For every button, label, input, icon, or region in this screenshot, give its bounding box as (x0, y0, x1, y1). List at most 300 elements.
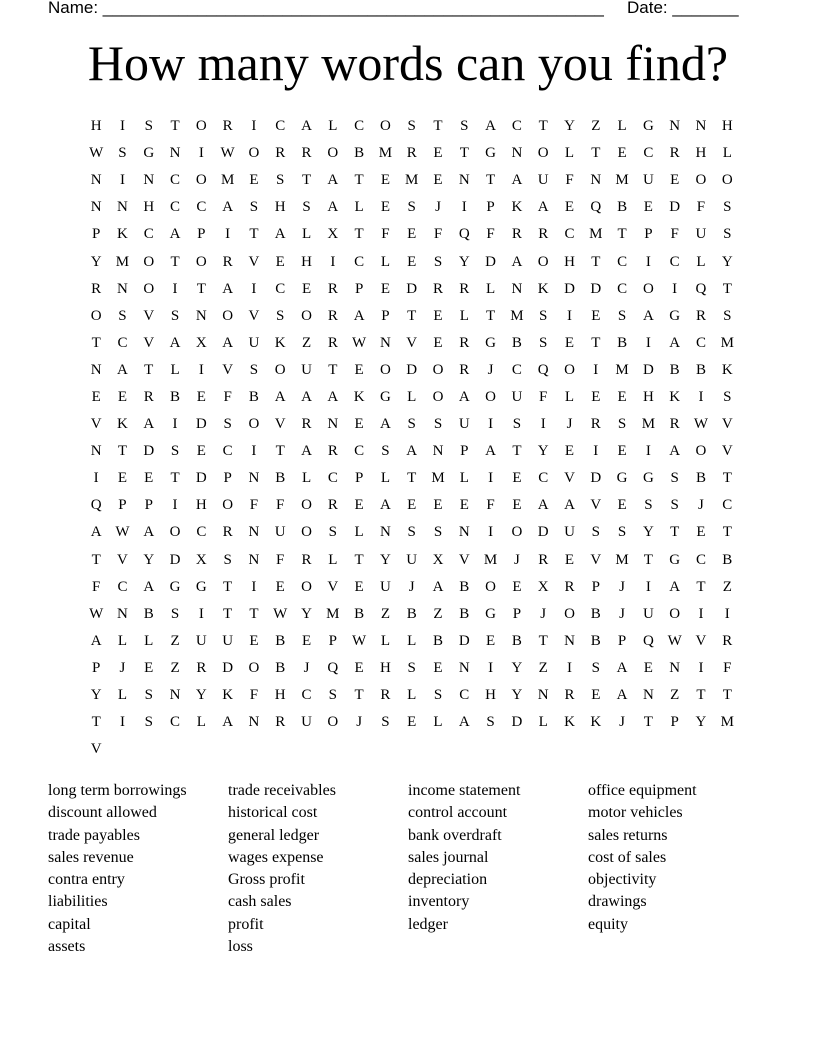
grid-letter: S (670, 470, 679, 487)
grid-letter: A (274, 226, 286, 243)
grid-letter: G (642, 470, 654, 487)
grid-letter: D (195, 470, 207, 487)
grid-letter: U (458, 416, 470, 433)
word-item: sales returns (588, 826, 668, 844)
grid-letter: E (617, 443, 627, 460)
grid-letter: R (301, 416, 312, 433)
grid-letter: V (721, 443, 733, 460)
grid-letter: N (379, 524, 391, 541)
grid-letter: S (118, 145, 127, 162)
grid-letter: L (564, 145, 575, 162)
grid-letter: O (169, 524, 181, 541)
grid-letter: E (433, 659, 443, 676)
grid-letter: I (172, 280, 178, 297)
grid-letter: B (354, 145, 365, 162)
grid-letter: B (695, 361, 706, 378)
grid-letter: H (301, 253, 312, 270)
grid-letter: S (670, 497, 679, 514)
grid-letter: L (117, 687, 128, 704)
grid-letter: I (198, 361, 204, 378)
grid-letter: B (275, 632, 286, 649)
grid-letter: W (220, 145, 235, 162)
grid-letter: E (564, 443, 575, 460)
grid-letter: G (143, 145, 155, 162)
grid-letter: E (117, 388, 128, 405)
word-item: loss (228, 938, 253, 956)
grid-letter: O (90, 307, 102, 324)
grid-letter: E (275, 578, 285, 595)
grid-letter: E (564, 551, 575, 568)
grid-letter: M (431, 470, 445, 487)
grid-letter: Y (301, 605, 312, 622)
grid-letter: E (354, 659, 364, 676)
word-item: sales revenue (48, 848, 134, 866)
grid-letter: C (538, 470, 549, 487)
grid-letter: I (566, 307, 572, 324)
grid-letter: O (248, 659, 260, 676)
grid-letter: R (511, 226, 522, 243)
grid-letter: N (458, 172, 470, 189)
grid-letter: S (276, 172, 285, 189)
grid-letter: Q (590, 199, 602, 216)
grid-letter: E (380, 172, 390, 189)
grid-letter: E (407, 714, 417, 731)
grid-letter: S (144, 714, 153, 731)
grid-letter: H (274, 199, 286, 216)
grid-letter: N (537, 687, 549, 704)
grid-letter: E (486, 632, 496, 649)
grid-letter: R (406, 145, 417, 162)
grid-letter: T (643, 551, 653, 568)
grid-letter: O (432, 361, 444, 378)
grid-letter: N (432, 443, 444, 460)
grid-letter: F (276, 497, 285, 514)
grid-letter: D (564, 280, 575, 297)
grid-letter: A (301, 443, 312, 460)
grid-letter: I (724, 605, 730, 622)
grid-letter: S (328, 687, 337, 704)
grid-letter: V (327, 578, 339, 595)
grid-letter: Y (195, 687, 207, 704)
grid-letter: E (643, 199, 653, 216)
grid-letter: E (433, 307, 443, 324)
word-bank (48, 780, 768, 958)
grid-letter: E (433, 145, 443, 162)
grid-letter: A (222, 334, 234, 351)
word-item: office equipment (588, 782, 697, 799)
grid-letter: B (511, 632, 522, 649)
grid-letter: A (669, 334, 681, 351)
word-item: motor vehicles (588, 804, 683, 822)
word-item: profit (228, 915, 264, 933)
grid-letter: R (275, 145, 286, 162)
grid-letter: S (433, 687, 443, 704)
grid-letter: H (485, 687, 497, 704)
grid-letter: S (591, 524, 600, 541)
grid-letter: T (354, 226, 364, 243)
grid-letter: J (540, 605, 547, 622)
grid-letter: S (170, 443, 180, 460)
grid-letter: C (222, 443, 233, 460)
grid-letter: I (645, 578, 651, 595)
grid-letter: C (643, 145, 654, 162)
grid-letter: R (538, 551, 549, 568)
word-item: Gross profit (228, 871, 305, 889)
grid-letter: U (274, 524, 286, 541)
grid-letter: H (695, 145, 707, 162)
grid-letter: J (119, 659, 126, 676)
grid-letter: R (459, 361, 470, 378)
grid-letter: D (458, 632, 470, 649)
grid-letter: B (459, 578, 470, 595)
grid-letter: C (511, 118, 522, 135)
grid-letter: A (669, 578, 681, 595)
word-item: discount allowed (48, 804, 157, 822)
grid-letter: L (407, 687, 417, 704)
grid-letter: S (617, 524, 627, 541)
grid-letter: A (143, 416, 155, 433)
grid-letter: J (408, 578, 415, 595)
grid-letter: W (89, 605, 104, 622)
word-item: drawings (588, 893, 647, 911)
word-item: income statement (408, 782, 521, 799)
grid-letter: Q (458, 226, 470, 243)
grid-letter: K (721, 361, 733, 378)
grid-letter: T (722, 524, 732, 541)
grid-letter: O (327, 145, 339, 162)
grid-letter: J (619, 714, 625, 731)
grid-letter: I (172, 416, 178, 433)
grid-letter: T (486, 307, 496, 324)
grid-letter: T (722, 470, 732, 487)
grid-letter: E (301, 280, 312, 297)
grid-letter: R (538, 226, 549, 243)
grid-letter: O (695, 443, 707, 460)
grid-letter: E (117, 470, 128, 487)
grid-letter: J (356, 714, 363, 731)
grid-letter: Q (642, 632, 654, 649)
grid-letter: M (115, 253, 130, 270)
grid-letter: H (642, 388, 654, 405)
grid-letter: S (407, 199, 416, 216)
grid-letter: C (722, 497, 733, 514)
grid-letter: Z (538, 659, 548, 676)
grid-letter: R (327, 334, 338, 351)
grid-letter: E (354, 497, 364, 514)
grid-letter: S (223, 551, 232, 568)
grid-letter: E (380, 280, 390, 297)
grid-letter: L (354, 524, 364, 541)
grid-letter: K (117, 416, 128, 433)
grid-letter: Y (379, 551, 391, 568)
grid-letter: M (615, 361, 629, 378)
grid-letter: T (117, 443, 128, 460)
grid-letter: T (696, 687, 706, 704)
grid-letter: A (327, 199, 339, 216)
grid-letter: W (667, 632, 682, 649)
grid-letter: Z (670, 687, 680, 704)
grid-letter: G (195, 578, 207, 595)
grid-letter: V (90, 416, 102, 433)
grid-letter: P (144, 497, 153, 514)
grid-letter: Y (458, 253, 470, 270)
grid-letter: V (248, 253, 260, 270)
grid-letter: T (91, 334, 101, 351)
grid-letter: P (118, 497, 127, 514)
word-search-grid (83, 113, 741, 763)
grid-letter: V (695, 632, 707, 649)
grid-letter: N (695, 118, 707, 135)
word-item: cash sales (228, 893, 292, 911)
grid-letter: E (249, 172, 259, 189)
grid-letter: E (512, 578, 522, 595)
word-column (228, 780, 408, 958)
grid-letter: V (274, 416, 286, 433)
grid-letter: T (486, 172, 496, 189)
grid-letter: E (643, 659, 653, 676)
grid-letter: B (695, 470, 706, 487)
grid-letter: T (223, 578, 233, 595)
grid-letter: T (354, 687, 364, 704)
grid-letter: C (695, 551, 706, 568)
grid-letter: B (669, 361, 680, 378)
grid-letter: I (119, 118, 125, 135)
grid-letter: B (406, 605, 417, 622)
grid-letter: N (327, 416, 339, 433)
grid-letter: P (354, 280, 364, 297)
grid-letter: E (512, 470, 522, 487)
word-item: assets (48, 938, 86, 956)
word-item: capital (48, 915, 91, 933)
grid-letter: J (487, 361, 494, 378)
grid-letter: R (196, 659, 207, 676)
grid-letter: N (248, 551, 260, 568)
grid-letter: A (90, 524, 102, 541)
grid-letter: T (91, 551, 101, 568)
grid-letter: C (170, 714, 181, 731)
word-item: inventory (408, 893, 470, 911)
grid-letter: B (590, 605, 601, 622)
grid-letter: T (591, 253, 601, 270)
grid-letter: A (616, 687, 628, 704)
grid-letter: M (326, 605, 340, 622)
grid-letter: Y (143, 551, 155, 568)
grid-letter: O (564, 361, 575, 378)
grid-letter: A (90, 632, 102, 649)
grid-letter: G (485, 605, 497, 622)
grid-letter: G (485, 334, 497, 351)
grid-letter: B (722, 551, 733, 568)
grid-letter: W (273, 605, 288, 622)
grid-letter: Y (90, 687, 102, 704)
grid-letter: T (538, 632, 548, 649)
grid-letter: E (617, 145, 627, 162)
grid-letter: I (645, 334, 651, 351)
grid-letter: G (669, 307, 681, 324)
grid-letter: S (433, 416, 443, 433)
grid-letter: I (119, 172, 125, 189)
grid-letter: C (117, 334, 128, 351)
grid-letter: N (511, 145, 523, 162)
grid-letter: F (539, 388, 548, 405)
grid-letter: L (380, 470, 390, 487)
grid-letter: C (564, 226, 575, 243)
grid-letter: C (511, 361, 522, 378)
word-item: control account (408, 804, 508, 822)
grid-letter: G (642, 118, 654, 135)
grid-letter: O (222, 307, 234, 324)
grid-letter: V (143, 307, 155, 324)
grid-letter: I (566, 659, 572, 676)
grid-letter: J (566, 416, 573, 433)
grid-letter: J (435, 199, 441, 216)
grid-letter: I (698, 659, 704, 676)
grid-letter: N (458, 659, 470, 676)
grid-letter: L (170, 361, 180, 378)
grid-letter: O (301, 524, 312, 541)
grid-letter: E (433, 334, 443, 351)
grid-letter: O (564, 605, 575, 622)
grid-letter: L (433, 714, 443, 731)
grid-letter: T (643, 714, 653, 731)
grid-letter: A (327, 172, 339, 189)
grid-letter: N (143, 172, 155, 189)
grid-letter: F (486, 226, 495, 243)
grid-letter: A (511, 172, 523, 189)
grid-letter: O (537, 145, 549, 162)
grid-letter: O (485, 388, 497, 405)
grid-letter: B (275, 470, 286, 487)
grid-letter: T (722, 280, 732, 297)
grid-letter: J (698, 497, 704, 514)
grid-letter: R (722, 632, 733, 649)
grid-letter: N (511, 280, 523, 297)
grid-letter: X (537, 578, 549, 595)
grid-letter: J (513, 551, 520, 568)
grid-letter: E (459, 497, 469, 514)
grid-letter: S (170, 307, 180, 324)
grid-letter: B (433, 632, 444, 649)
grid-letter: E (407, 253, 417, 270)
grid-letter: L (354, 199, 364, 216)
grid-letter: U (301, 361, 312, 378)
grid-letter: Z (380, 605, 390, 622)
word-item: sales journal (408, 848, 489, 866)
grid-letter: C (327, 470, 338, 487)
grid-letter: N (642, 687, 654, 704)
grid-letter: E (144, 659, 154, 676)
grid-letter: S (539, 307, 548, 324)
grid-letter: U (195, 632, 207, 649)
grid-letter: O (327, 714, 339, 731)
grid-letter: T (249, 605, 259, 622)
grid-letter: V (222, 361, 234, 378)
grid-letter: T (354, 551, 364, 568)
grid-letter: C (275, 280, 286, 297)
grid-letter: T (144, 361, 154, 378)
grid-letter: N (248, 714, 260, 731)
grid-letter: S (512, 416, 522, 433)
grid-letter: I (461, 199, 467, 216)
grid-letter: A (222, 199, 234, 216)
grid-letter: U (564, 524, 575, 541)
grid-letter: Q (695, 280, 707, 297)
grid-letter: L (380, 253, 390, 270)
grid-letter: L (144, 632, 154, 649)
grid-letter: S (328, 524, 337, 541)
grid-letter: N (195, 307, 207, 324)
grid-letter: U (642, 172, 654, 189)
grid-letter: E (591, 307, 601, 324)
grid-letter: N (669, 659, 681, 676)
word-column (588, 780, 768, 958)
grid-letter: M (483, 551, 498, 568)
date-field-line: Date: _______ (627, 0, 739, 17)
grid-letter: A (117, 361, 128, 378)
grid-letter: K (274, 334, 286, 351)
grid-letter: S (407, 659, 416, 676)
grid-letter: H (90, 118, 102, 135)
grid-letter: D (195, 416, 207, 433)
grid-letter: R (143, 388, 154, 405)
grid-letter: Y (721, 253, 733, 270)
grid-letter: B (617, 334, 628, 351)
grid-letter: M (510, 307, 524, 324)
grid-letter: Y (695, 714, 707, 731)
grid-letter: K (669, 388, 681, 405)
grid-letter: E (354, 361, 364, 378)
grid-letter: V (458, 551, 470, 568)
grid-letter: M (720, 334, 734, 351)
grid-letter: P (197, 226, 206, 243)
grid-letter: S (617, 416, 627, 433)
grid-letter: I (330, 253, 336, 270)
grid-letter: I (488, 524, 494, 541)
grid-letter: B (617, 199, 628, 216)
grid-letter: E (670, 172, 680, 189)
grid-letter: R (459, 334, 470, 351)
grid-letter: V (721, 416, 733, 433)
grid-letter: H (143, 199, 155, 216)
word-column (48, 780, 228, 958)
grid-letter: P (91, 659, 101, 676)
grid-letter: L (722, 145, 732, 162)
grid-letter: S (170, 605, 180, 622)
grid-letter: F (670, 226, 679, 243)
grid-letter: R (669, 145, 680, 162)
grid-letter: R (327, 443, 338, 460)
grid-letter: L (301, 470, 312, 487)
grid-letter: A (458, 714, 470, 731)
grid-letter: F (486, 497, 495, 514)
grid-letter: T (170, 118, 180, 135)
grid-letter: W (89, 145, 104, 162)
grid-letter: D (222, 659, 234, 676)
grid-letter: R (459, 280, 470, 297)
grid-letter: X (327, 226, 339, 243)
grid-letter: G (379, 388, 391, 405)
grid-letter: A (564, 497, 575, 514)
grid-letter: C (459, 687, 470, 704)
grid-letter: O (642, 280, 654, 297)
grid-letter: S (276, 307, 285, 324)
grid-letter: T (512, 443, 522, 460)
grid-letter: R (301, 551, 312, 568)
grid-letter: T (591, 334, 601, 351)
grid-letter: I (488, 659, 494, 676)
grid-letter: J (619, 605, 625, 622)
grid-letter: C (669, 253, 680, 270)
